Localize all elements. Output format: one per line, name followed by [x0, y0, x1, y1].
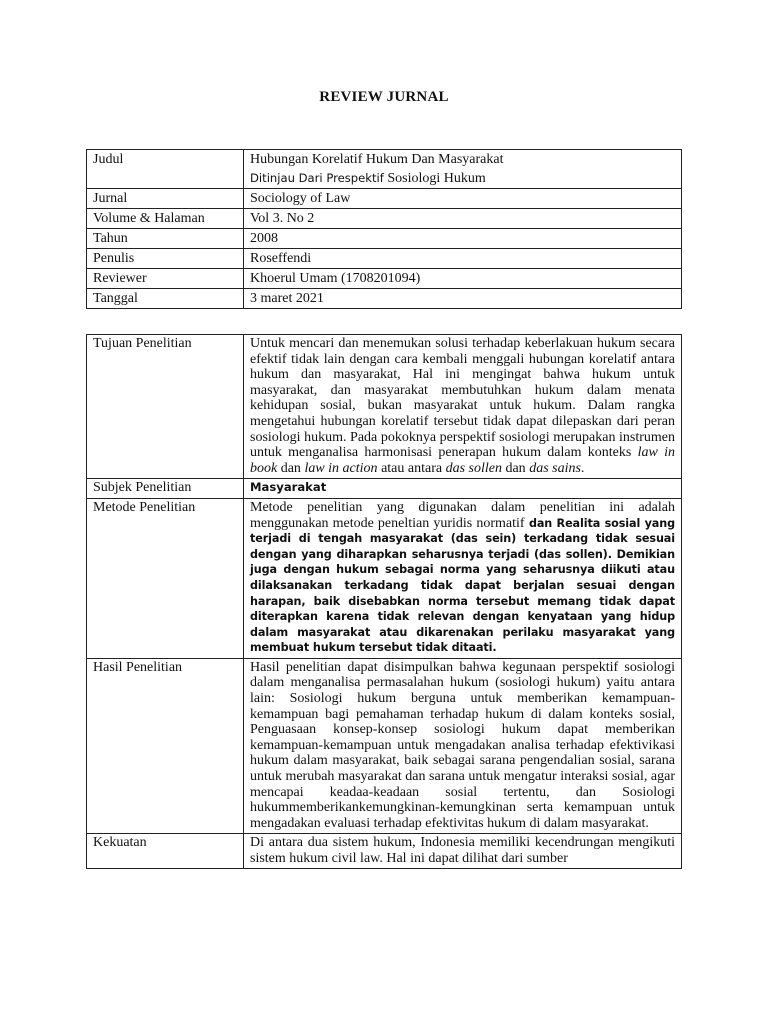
table-row [87, 189, 682, 209]
reviewer-label: Reviewer [87, 269, 244, 289]
judul-line-2b: Sosiologi Hukum [383, 171, 486, 186]
judul-line-1: Hubungan Korelatif Hukum Dan Masyarakat [250, 152, 504, 167]
reviewer-value: Khoerul Umam (1708201094) [244, 269, 682, 289]
jurnal-label: Jurnal [87, 189, 244, 209]
tujuan-das-sains: das sains [529, 460, 581, 476]
table-row [87, 834, 682, 869]
table-row [87, 658, 682, 834]
judul-label: Judul [87, 150, 244, 189]
table-row [87, 269, 682, 289]
table-row [87, 498, 682, 658]
metode-label: Metode Penelitian [87, 498, 244, 658]
tanggal-value: 3 maret 2021 [244, 289, 682, 309]
metode-value [244, 498, 682, 658]
table-row [87, 229, 682, 249]
jurnal-value: Sociology of Law [244, 189, 682, 209]
tujuan-law-in-book: law in book [250, 445, 675, 476]
penulis-label: Penulis [87, 249, 244, 269]
table-row [87, 209, 682, 229]
metode-text-a: Metode penelitian yang digunakan dalam penelitian ini adalah menggunakan metode peneltian yuridis normatif [250, 499, 675, 531]
tujuan-conj-1: dan [277, 460, 305, 476]
penulis-value: Roseffendi [244, 249, 682, 269]
tujuan-conj-2: dan [501, 460, 530, 476]
subjek-text: Masyarakat [250, 480, 327, 495]
metode-text-b: dan Realita sosial yang terjadi di tengah masyarakat (das sein) terkadang tidak sesuai dengan yang diharapkan seharusnya terjadi (das sollen). Demikian juga dengan hukum sebagai norma yang seharusnya diikuti atau dilaksanakan terkadang tidak dapat berjalan sesuai dengan harapan, baik disebabkan norma tersebut memang tidak dapat diterapkan karena tidak relevan dengan kenyataan yang hidup dalam masyarakat atau dikarenakan perilaku masyarakat yang membuat hukum tersebut tidak ditaati. [250, 516, 675, 655]
kekuatan-value [244, 834, 682, 869]
tujuan-text: Untuk mencari dan menemukan solusi terhadap keberlakuan hukum secara efektif tidak lain dengan cara kembali menggali hubungan korelatif antara hukum dan masyarakat, Hal ini mengingat bahwa hukum untuk masyarakat, dan masyarakat membutuhkan hukum dalam menata kehidupan sosial, bukan masyarakat untuk hukum. Dalam rangka mengetahui hubungan korelatif tersebut tidak dapat dilepaskan dari peran sosiologi hukum. Pada pokoknya perspektif sosiologi merupakan instrumen untuk menganalisa harmonisasi penerapan hukum dalam konteks [250, 336, 675, 461]
volume-value: Vol 3. No 2 [244, 209, 682, 229]
tanggal-label: Tanggal [87, 289, 244, 309]
subjek-label: Subjek Penelitian [87, 479, 244, 499]
tujuan-mid: atau antara [377, 460, 446, 476]
tujuan-das-sollen: das sollen [445, 460, 502, 476]
table-row [87, 150, 682, 189]
hasil-value: Hasil penelitian dapat disimpulkan bahwa kegunaan perspektif sosiologi dalam menganalisa permasalahan hukum (sosiologi hukum) yaitu antara lain: Sosiologi hukum berguna untuk memberikan kemampuan-kemampuan bagi pemahaman terhadap hukum di dalam konteks sosial, Penguasaan konsep-konsep sosiologi hukum dapat memberikan kemampuan-kemampuan untuk mengadakan analisa terhadap efektivikasi hukum dalam masyarakat, baik sebagai sarana pengendalian sosial, sarana untuk merubah masyarakat dan sarana untuk mengatur interaksi sosial, agar mencapai keadaa-keadaan sosial tertentu, dan Sosiologi hukummemberikankemungkinan-kemungkinan serta kemampuan untuk mengadakan evaluasi terhadap efektivitas hukum di dalam masyarakat. [244, 658, 682, 834]
judul-line-2a: Ditinjau Dari Prespektif [250, 171, 384, 185]
tahun-label: Tahun [87, 229, 244, 249]
volume-label: Volume & Halaman [87, 209, 244, 229]
tujuan-label: Tujuan Penelitian [87, 335, 244, 479]
hasil-label: Hasil Penelitian [87, 658, 244, 834]
tujuan-law-in-action: law in action [304, 460, 378, 476]
subjek-value [244, 479, 682, 499]
journal-info-table [86, 149, 682, 309]
judul-value [244, 150, 682, 189]
table-row [87, 249, 682, 269]
tujuan-value [244, 335, 682, 479]
table-row [87, 479, 682, 499]
review-table [86, 334, 682, 869]
table-row [87, 335, 682, 479]
kekuatan-label: Kekuatan [87, 834, 244, 869]
kekuatan-text: Di antara dua sistem hukum, Indonesia memiliki kecendrungan mengikuti sistem hukum civil law. Hal ini dapat dilihat dari sumber [250, 835, 675, 866]
tujuan-end: . [580, 460, 585, 476]
document-title: REVIEW JURNAL [319, 89, 449, 105]
tahun-value: 2008 [244, 229, 682, 249]
table-row [87, 289, 682, 309]
